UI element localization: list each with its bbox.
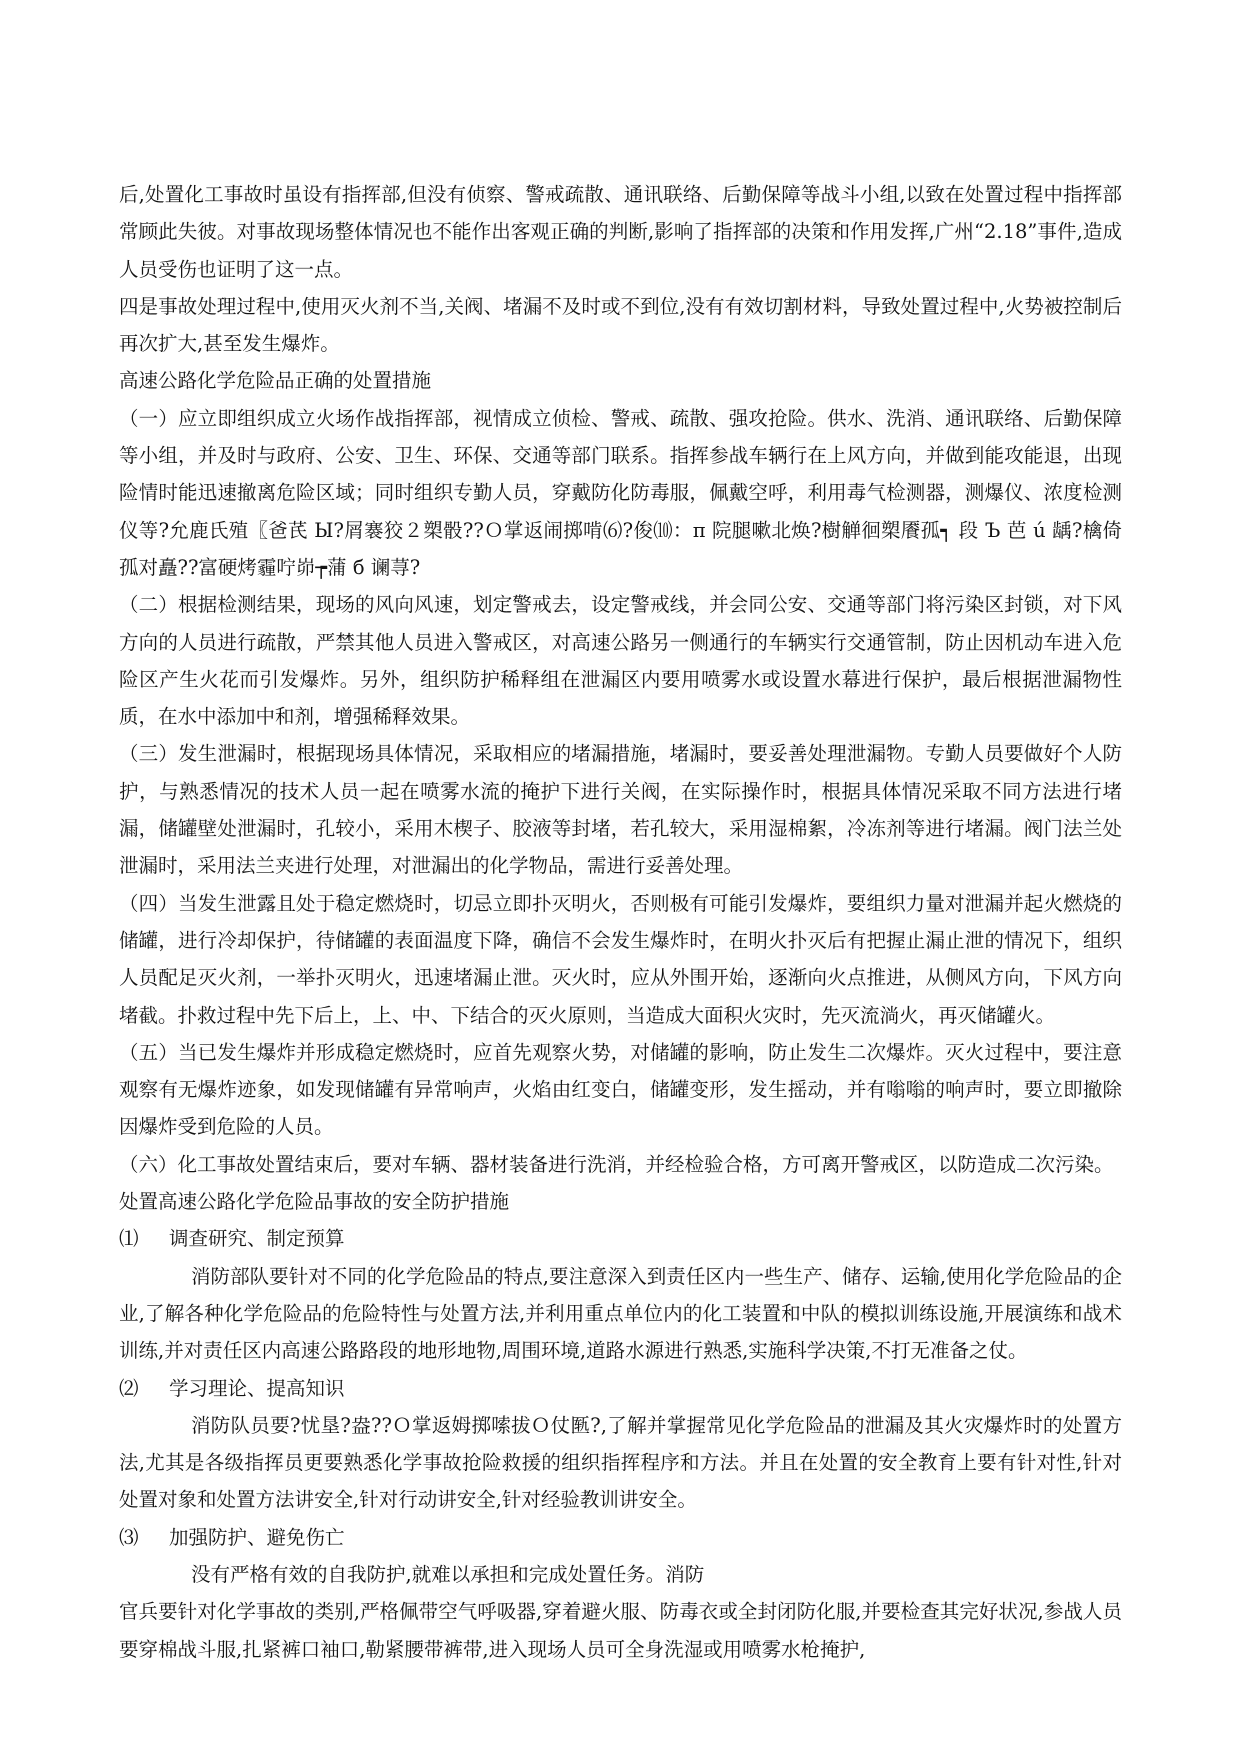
- paragraph-learning: 消防队员要?忧垦?盎??Ｏ掌返姆掷嗦拔Ｏ仗匦?,了解并掌握常见化学危险品的泄漏及其火灾爆炸时的处置方法,尤其是各级指挥员更要熟悉化学事故抢险救援的组织指挥程序和方法。并且在处置的安全教育上要有针对性,针对处置对象和处置方法讲安全,针对行动讲安全,针对经验教训讲安全。: [119, 1413, 1122, 1512]
- subheading-number: ⑶: [119, 1525, 139, 1549]
- subheading-title: 调查研究、制定预算: [169, 1227, 345, 1251]
- section-heading-safety-measures: 处置高速公路化学危险品事故的安全防护措施: [119, 1190, 510, 1214]
- subheading-research: [119, 1220, 1122, 1257]
- subheading-learning: [119, 1370, 1122, 1407]
- measure-item-2: （二）根据检测结果，现场的风向风速，划定警戒去，设定警戒线，并会同公安、交通等部门将污染区封锁，对下风方向的人员进行疏散，严禁其他人员进入警戒区，对高速公路另一侧通行的车辆实行交通管制，防止因机动车进入危险区产生火花而引发爆炸。另外，组织防护稀释组在泄漏区内要用喷雾水或设置水幕进行保护，最后根据泄漏物性质，在水中添加中和剂，增强稀释效果。: [119, 593, 1122, 729]
- document-body: [119, 176, 1122, 1668]
- subheading-number: ⑵: [119, 1376, 139, 1400]
- measure-item-5: （五）当已发生爆炸并形成稳定燃烧时，应首先观察火势，对储罐的影响，防止发生二次爆炸。灭火过程中，要注意观察有无爆炸迹象，如发现储罐有异常响声，火焰由红变白，储罐变形，发生摇动，并有嗡嗡的响声时，要立即撤除因爆炸受到危险的人员。: [119, 1040, 1122, 1139]
- subheading-title: 加强防护、避免伤亡: [169, 1525, 345, 1549]
- subheading-protection: [119, 1519, 1122, 1556]
- paragraph-research: 消防部队要针对不同的化学危险品的特点,要注意深入到责任区内一些生产、储存、运输,使用化学危险品的企业,了解各种化学危险品的危险特性与处置方法,并利用重点单位内的化工装置和中队的模拟训练设施,开展演练和战术训练,并对责任区内高速公路路段的地形地物,周围环境,道路水源进行熟悉,实施科学决策,不打无准备之仗。: [119, 1264, 1122, 1363]
- paragraph-protection-intro: 没有严格有效的自我防护,就难以承担和完成处置任务。消防: [191, 1562, 705, 1586]
- measure-item-6: （六）化工事故处置结束后，要对车辆、器材装备进行洗消，并经检验合格，方可离开警戒区，以防造成二次污染。: [119, 1152, 1114, 1176]
- section-heading-correct-measures: 高速公路化学危险品正确的处置措施: [119, 369, 432, 393]
- subheading-number: ⑴: [119, 1227, 139, 1251]
- paragraph-command-issues: 后,处置化工事故时虽设有指挥部,但没有侦察、警戒疏散、通讯联络、后勤保障等战斗小组,以致在处置过程中指挥部常顾此失彼。对事故现场整体情况也不能作出客观正确的判断,影响了指挥部的决策和作用发挥,广州“2.18”事件,造成人员受伤也证明了这一点。: [119, 183, 1122, 281]
- measure-item-3: （三）发生泄漏时，根据现场具体情况，采取相应的堵漏措施，堵漏时，要妥善处理泄漏物。专勤人员要做好个人防护，与熟悉情况的技术人员一起在喷雾水流的掩护下进行关阀，在实际操作时，根据具体情况采取不同方法进行堵漏，储罐壁处泄漏时，孔较小，采用木楔子、胶液等封堵，若孔较大，采用湿棉絮，冷冻剂等进行堵漏。阀门法兰处泄漏时，采用法兰夹进行处理，对泄漏出的化学物品，需进行妥善处理。: [119, 742, 1122, 878]
- paragraph-point-four: 四是事故处理过程中,使用灭火剂不当,关阀、堵漏不及时或不到位,没有有效切割材料，导致处置过程中,火势被控制后再次扩大,甚至发生爆炸。: [119, 294, 1122, 356]
- measure-item-1: （一）应立即组织成立火场作战指挥部，视情成立侦检、警戒、疏散、强攻抢险。供水、洗消、通讯联络、后勤保障等小组，并及时与政府、公安、卫生、环保、交通等部门联系。指挥参战车辆行在上风方向，并做到能攻能退，出现险情时能迅速撤离危险区域；同时组织专勤人员，穿戴防化防毒服，佩戴空呼，利用毒气检测器，测爆仪、浓度检测仪等?允鹿氏殖〖爸芪 Ы?屑褰狡２槊骰??Ｏ掌返闹掷啃⑹?俊⑽：π 院腿嗽北焕?樹觯徊槊餍孤┑ 段 Ъ 芭 ú 龋?檎倚孤对矗??富硬烤霾咛峁┮蒲 б 谰荨?: [119, 406, 1122, 579]
- paragraph-protection-body: 官兵要针对化学事故的类别,严格佩带空气呼吸器,穿着避火服、防毒衣或全封闭防化服,并要检查其完好状况,参战人员要穿棉战斗服,扎紧裤口袖口,勒紧腰带裤带,进入现场人员可全身洗湿或用喷雾水枪掩护,: [119, 1600, 1122, 1661]
- subheading-title: 学习理论、提高知识: [169, 1376, 345, 1400]
- measure-item-4: （四）当发生泄露且处于稳定燃烧时，切忌立即扑灭明火，否则极有可能引发爆炸，要组织力量对泄漏并起火燃烧的储罐，进行冷却保护，待储罐的表面温度下降，确信不会发生爆炸时，在明火扑灭后有把握止漏止泄的情况下，组织人员配足灭火剂，一举扑灭明火，迅速堵漏止泄。灭火时，应从外围开始，逐渐向火点推进，从侧风方向，下风方向堵截。扑救过程中先下后上，上、中、下结合的灭火原则，当造成大面积火灾时，先灭流淌火，再灭储罐火。: [119, 891, 1122, 1027]
